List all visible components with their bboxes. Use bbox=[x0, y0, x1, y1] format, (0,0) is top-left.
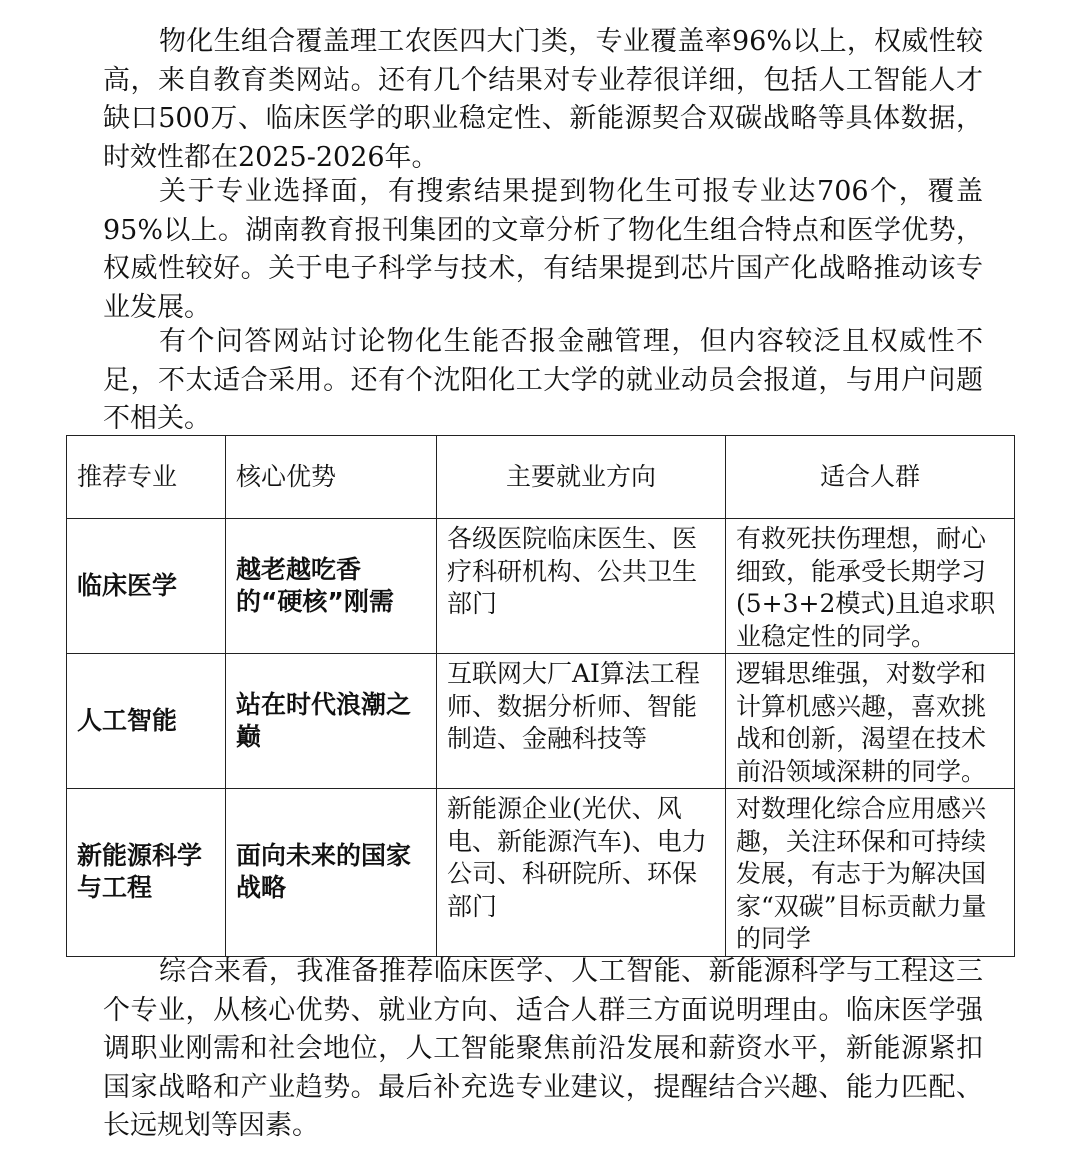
cell-major: 临床医学 bbox=[67, 519, 226, 654]
cell-major: 人工智能 bbox=[67, 654, 226, 789]
recommendation-table bbox=[66, 435, 1015, 957]
cell-audience: 对数理化综合应用感兴趣，关注环保和可持续发展，有志于为解决国家“双碳”目标贡献力量的同学 bbox=[726, 789, 1015, 957]
paragraph-2: 关于专业选择面，有搜索结果提到物化生可报专业达706个，覆盖95%以上。湖南教育报刊集团的文章分析了物化生组合特点和医学优势，权威性较好。关于电子科学与技术，有结果提到芯片国产化战略推动该专业发展。 bbox=[103, 176, 983, 323]
cell-jobs: 新能源企业(光伏、风电、新能源汽车)、电力公司、科研院所、环保部门 bbox=[437, 789, 726, 957]
table-header-row bbox=[67, 436, 1015, 519]
cell-jobs: 各级医院临床医生、医疗科研机构、公共卫生部门 bbox=[437, 519, 726, 654]
cell-major: 新能源科学与工程 bbox=[67, 789, 226, 957]
cell-jobs: 互联网大厂AI算法工程师、数据分析师、智能制造、金融科技等 bbox=[437, 654, 726, 789]
header-advantage: 核心优势 bbox=[226, 436, 437, 519]
paragraph-4: 综合来看，我准备推荐临床医学、人工智能、新能源科学与工程这三个专业，从核心优势、就业方向、适合人群三方面说明理由。临床医学强调职业刚需和社会地位，人工智能聚焦前沿发展和薪资水平，新能源紧扣国家战略和产业趋势。最后补充选专业建议，提醒结合兴趣、能力匹配、长远规划等因素。 bbox=[103, 956, 983, 1141]
paragraph-1: 物化生组合覆盖理工农医四大门类，专业覆盖率96%以上，权威性较高，来自教育类网站。还有几个结果对专业荐很详细，包括人工智能人才缺口500万、临床医学的职业稳定性、新能源契合双碳战略等具体数据，时效性都在2025-2026年。 bbox=[103, 26, 983, 173]
table-row bbox=[67, 654, 1015, 789]
cell-audience: 有救死扶伤理想，耐心细致，能承受长期学习(5+3+2模式)且追求职业稳定性的同学。 bbox=[726, 519, 1015, 654]
header-jobs: 主要就业方向 bbox=[437, 436, 726, 519]
cell-advantage: 面向未来的国家战略 bbox=[226, 789, 437, 957]
cell-advantage: 越老越吃香的“硬核”刚需 bbox=[226, 519, 437, 654]
table-row bbox=[67, 519, 1015, 654]
header-audience: 适合人群 bbox=[726, 436, 1015, 519]
header-major: 推荐专业 bbox=[67, 436, 226, 519]
paragraph-3: 有个问答网站讨论物化生能否报金融管理，但内容较泛且权威性不足，不太适合采用。还有个沈阳化工大学的就业动员会报道，与用户问题不相关。 bbox=[103, 326, 983, 434]
cell-advantage: 站在时代浪潮之巅 bbox=[226, 654, 437, 789]
cell-audience: 逻辑思维强，对数学和计算机感兴趣，喜欢挑战和创新，渴望在技术前沿领域深耕的同学。 bbox=[726, 654, 1015, 789]
table-row bbox=[67, 789, 1015, 957]
